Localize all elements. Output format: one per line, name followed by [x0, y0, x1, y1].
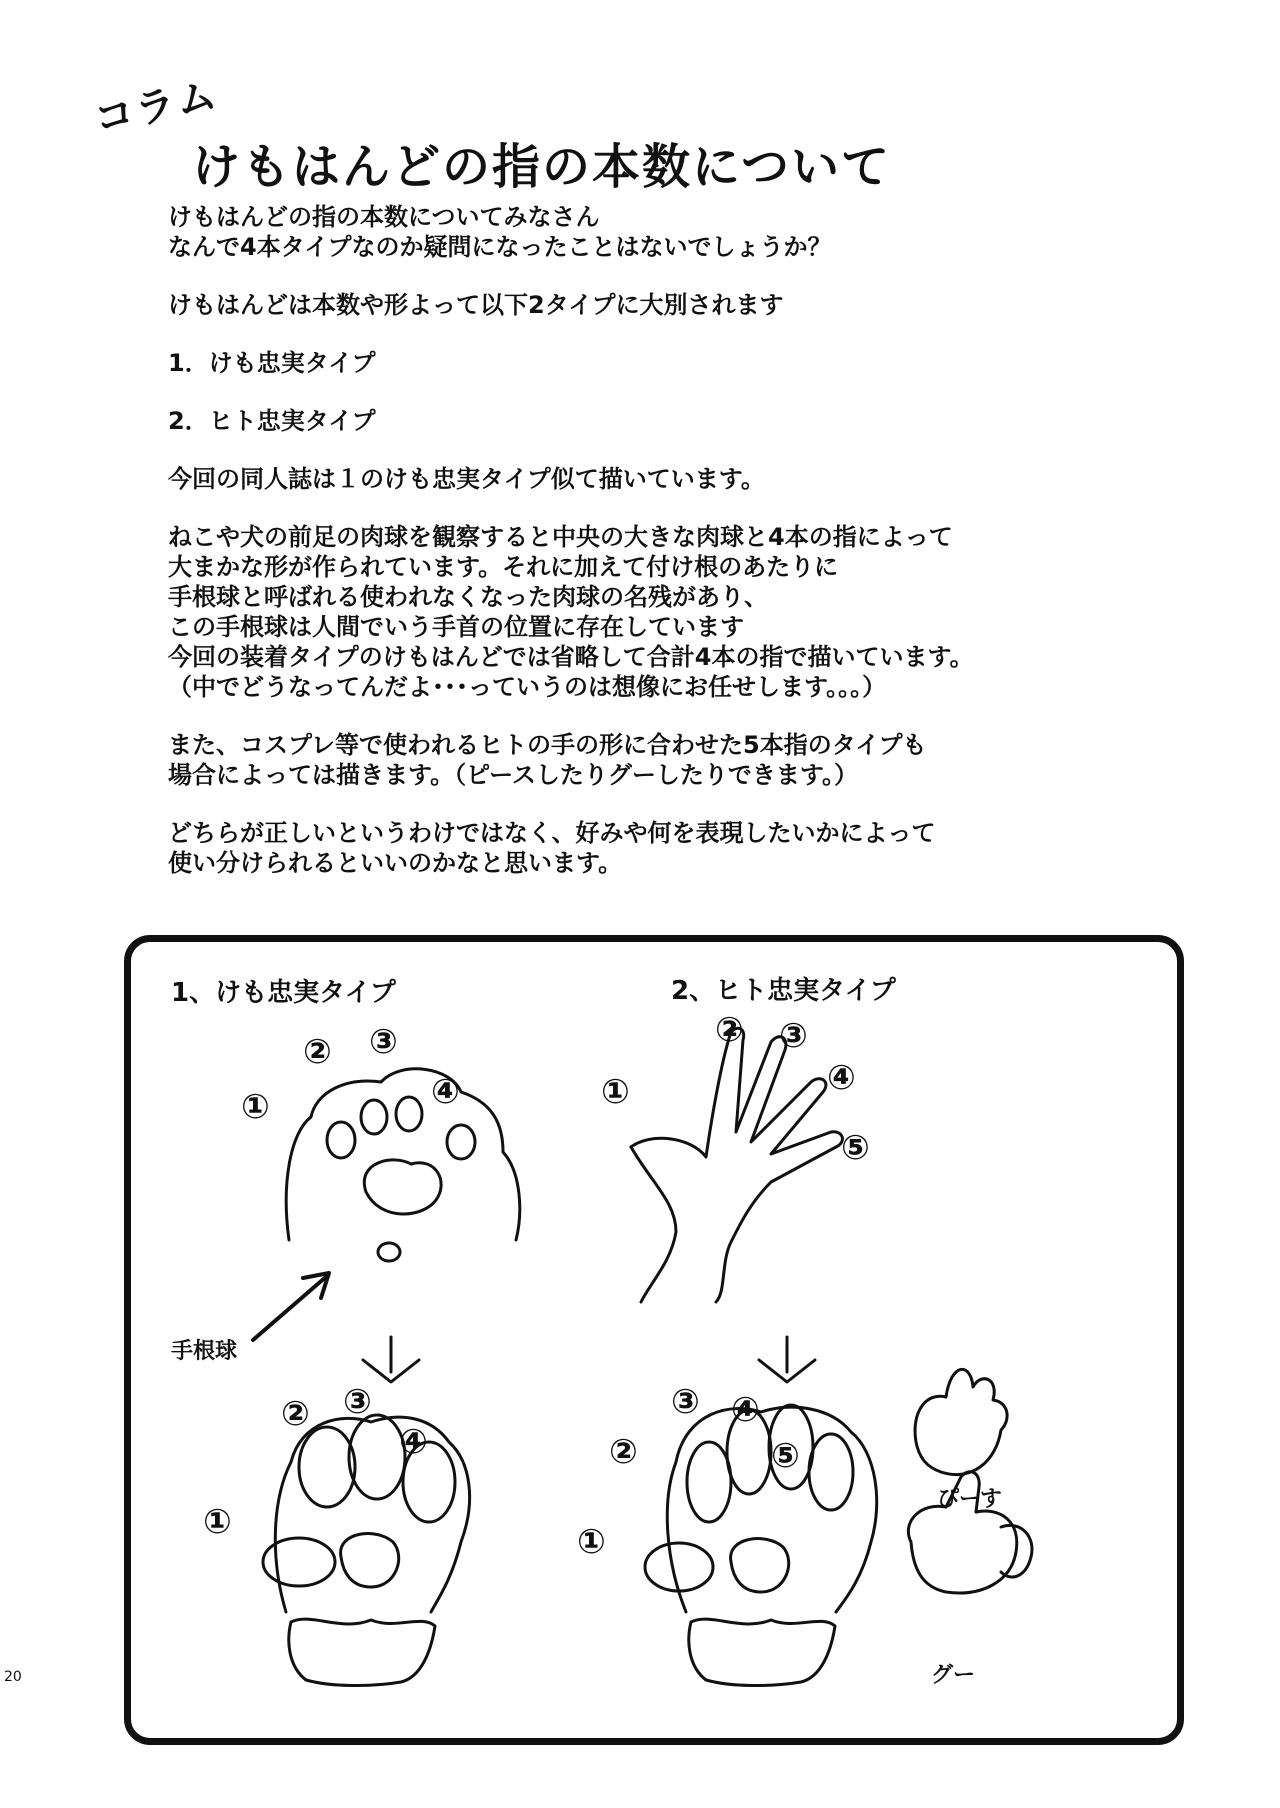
- fist-label: グー: [931, 1663, 976, 1688]
- paragraph-gap: [168, 702, 1168, 730]
- paragraph-gap: [168, 790, 1168, 818]
- finger-number-2: ②: [715, 1010, 744, 1050]
- page-number: 20: [4, 1669, 22, 1685]
- body-line: この手根球は人間でいう手首の位置に存在しています: [168, 613, 744, 641]
- finger-number-4: ④: [431, 1072, 460, 1112]
- finger-number-4: ④: [827, 1058, 856, 1098]
- paragraph-gap: [168, 378, 1168, 406]
- finger-number-4: ④: [731, 1390, 760, 1430]
- finger-number-1: ①: [601, 1072, 630, 1112]
- body-text: [168, 202, 1168, 878]
- finger-number-3: ③: [343, 1382, 372, 1422]
- body-line: 今回の装着タイプのけもはんどでは省略して合計4本の指で描いています。: [168, 643, 974, 671]
- finger-number-4: ④: [399, 1422, 428, 1462]
- peace-label: ぴーす: [937, 1487, 1002, 1512]
- body-line: 場合によっては描きます。（ピースしたりグーしたりできます。）: [168, 761, 858, 789]
- down-arrow-left: [363, 1337, 419, 1382]
- animal-paw-drawing: [286, 1069, 520, 1261]
- finger-number-1: ①: [241, 1087, 270, 1127]
- paragraph-gap: [168, 320, 1168, 348]
- finger-number-1: ①: [203, 1502, 232, 1542]
- body-line: また、コスプレ等で使われるヒトの手の形に合わせた5本指のタイプも: [168, 731, 927, 759]
- body-line: 大まかな形が作られています。それに加えて付け根のあたりに: [168, 553, 839, 581]
- body-line: 今回の同人誌は１のけも忠実タイプ似て描いています。: [168, 465, 765, 493]
- mitten-five-finger: [645, 1405, 877, 1686]
- finger-number-3: ③: [779, 1016, 808, 1056]
- finger-number-2: ②: [281, 1394, 310, 1434]
- column-kicker: コラム: [90, 71, 223, 144]
- human-hand-drawing: [631, 1028, 842, 1302]
- paw-illustrations: [131, 942, 1177, 1738]
- peace-sign-drawing: [915, 1369, 1007, 1474]
- body-line: 手根球と呼ばれる使われなくなった肉球の名残があり、: [168, 583, 768, 611]
- finger-number-5: ⑤: [841, 1128, 870, 1168]
- down-arrow-right: [759, 1337, 815, 1382]
- page-title: けもはんどの指の本数について: [192, 139, 892, 195]
- finger-number-2: ②: [303, 1032, 332, 1072]
- panel-heading-human: 2、ヒト忠実タイプ: [671, 976, 896, 1006]
- mitten-four-finger: [263, 1415, 470, 1686]
- body-line: どちらが正しいというわけではなく、好みや何を表現したいかによって: [168, 819, 936, 847]
- body-line: 使い分けられるといいのかなと思います。: [168, 849, 623, 877]
- body-line: けもはんどの指の本数についてみなさん: [168, 203, 600, 231]
- body-line: けもはんどは本数や形よって以下2タイプに大別されます: [168, 291, 784, 319]
- carpal-pad-label: 手根球: [171, 1339, 238, 1364]
- finger-number-5: ⑤: [771, 1436, 800, 1476]
- finger-number-3: ③: [671, 1382, 700, 1422]
- finger-number-2: ②: [609, 1432, 638, 1472]
- finger-number-1: ①: [577, 1522, 606, 1562]
- illustration-panel: [124, 935, 1184, 1745]
- body-line: （中でどうなってんだよ･･･っていうのは想像にお任せします。。。）: [168, 673, 887, 701]
- body-line: 2．ヒト忠実タイプ: [168, 407, 376, 435]
- finger-number-3: ③: [369, 1022, 398, 1062]
- body-line: 1．けも忠実タイプ: [168, 349, 376, 377]
- paragraph-gap: [168, 436, 1168, 464]
- carpal-pad-arrow: [253, 1273, 329, 1340]
- paragraph-gap: [168, 262, 1168, 290]
- paragraph-gap: [168, 494, 1168, 522]
- body-line: ねこや犬の前足の肉球を観察すると中央の大きな肉球と4本の指によって: [168, 523, 953, 551]
- panel-heading-animal: 1、けも忠実タイプ: [171, 978, 396, 1008]
- body-line: なんで4本タイプなのか疑問になったことはないでしょうか？: [168, 233, 832, 261]
